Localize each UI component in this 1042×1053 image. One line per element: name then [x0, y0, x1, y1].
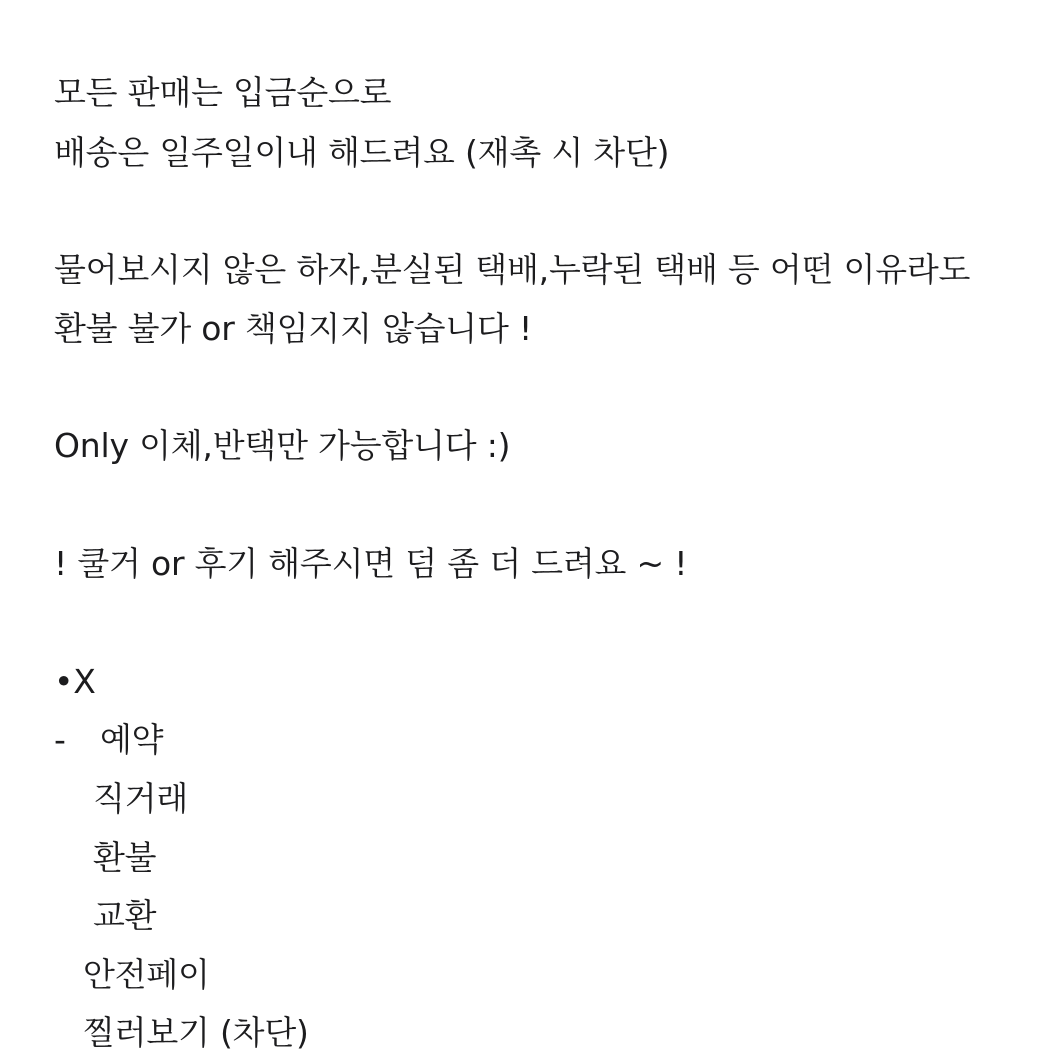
bonus-line: ! 쿨거 or 후기 해주시면 덤 좀 더 드려요 ~ !: [54, 544, 688, 583]
not-allowed-item: 안전페이: [83, 955, 210, 994]
shipping-line: 배송은 일주일이내 해드려요 (재촉 시 차단): [54, 133, 670, 172]
list-dash: -: [54, 720, 66, 759]
not-allowed-item: 직거래: [93, 779, 189, 818]
not-allowed-item: 환불: [93, 838, 157, 877]
sales-order-line: 모든 판매는 입금순으로: [54, 73, 392, 112]
not-allowed-heading: •X: [54, 662, 96, 701]
not-allowed-item: 교환: [93, 896, 157, 935]
not-allowed-item-label: 예약: [100, 720, 164, 759]
no-refund-line: 환불 불가 or 책임지지 않습니다 !: [54, 309, 532, 348]
not-allowed-item: [54, 720, 163, 760]
payment-methods-line: Only 이체,반택만 가능합니다 :): [54, 426, 511, 465]
defect-disclaimer-line: 물어보시지 않은 하자,분실된 택배,누락된 택배 등 어떤 이유라도: [54, 250, 971, 289]
not-allowed-item: 찔러보기 (차단): [83, 1013, 309, 1052]
